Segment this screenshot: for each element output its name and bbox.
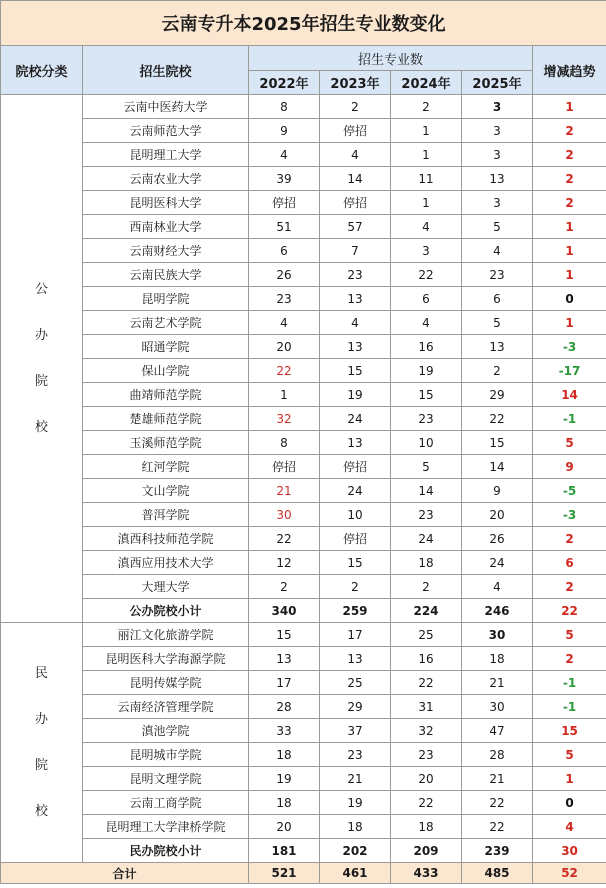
school-name: 保山学院 [83, 359, 249, 383]
count-cell: 11 [391, 167, 462, 191]
count-cell: 2 [320, 575, 391, 599]
table-row [1, 671, 606, 695]
category-label: 公办院校 [34, 281, 48, 435]
total-cell: 521 [249, 863, 320, 884]
trend-cell: 1 [533, 767, 606, 791]
trend-cell: 2 [533, 527, 606, 551]
count-cell: 4 [249, 143, 320, 167]
count-cell: 22 [391, 671, 462, 695]
school-name: 昆明城市学院 [83, 743, 249, 767]
count-cell: 2 [320, 95, 391, 119]
count-cell: 20 [462, 503, 533, 527]
count-cell: 28 [462, 743, 533, 767]
count-cell: 24 [320, 479, 391, 503]
school-name: 云南经济管理学院 [83, 695, 249, 719]
count-cell: 25 [391, 623, 462, 647]
count-cell: 2 [249, 575, 320, 599]
count-cell: 19 [391, 359, 462, 383]
trend-cell: -1 [533, 407, 606, 431]
count-cell: 14 [462, 455, 533, 479]
trend-cell: 1 [533, 263, 606, 287]
school-name: 西南林业大学 [83, 215, 249, 239]
school-name: 昆明医科大学海源学院 [83, 647, 249, 671]
count-cell: 30 [249, 503, 320, 527]
count-cell: 6 [249, 239, 320, 263]
school-name: 云南艺术学院 [83, 311, 249, 335]
count-cell: 32 [391, 719, 462, 743]
count-cell: 17 [249, 671, 320, 695]
count-cell: 15 [249, 623, 320, 647]
school-name: 滇池学院 [83, 719, 249, 743]
count-cell: 31 [391, 695, 462, 719]
trend-cell: -5 [533, 479, 606, 503]
table-row [1, 287, 606, 311]
table-row [1, 95, 606, 119]
table-row [1, 647, 606, 671]
trend-cell: -3 [533, 503, 606, 527]
count-cell: 4 [249, 311, 320, 335]
count-cell: 14 [320, 167, 391, 191]
table-row [1, 551, 606, 575]
count-cell: 26 [462, 527, 533, 551]
header-year-2023: 2023年 [320, 71, 391, 95]
count-cell: 24 [462, 551, 533, 575]
count-cell: 19 [249, 767, 320, 791]
count-cell: 2 [462, 359, 533, 383]
count-cell: 20 [391, 767, 462, 791]
count-cell: 18 [391, 815, 462, 839]
count-cell: 18 [249, 791, 320, 815]
trend-cell: 2 [533, 167, 606, 191]
count-cell: 4 [462, 239, 533, 263]
school-name: 丽江文化旅游学院 [83, 623, 249, 647]
count-cell: 17 [320, 623, 391, 647]
table-row [1, 623, 606, 647]
count-cell: 7 [320, 239, 391, 263]
count-cell: 13 [320, 647, 391, 671]
count-cell: 20 [249, 815, 320, 839]
count-cell: 32 [249, 407, 320, 431]
trend-cell: 2 [533, 575, 606, 599]
subtotal-cell: 340 [249, 599, 320, 623]
header-group: 招生专业数 [249, 46, 533, 71]
count-cell: 停招 [320, 119, 391, 143]
table-row [1, 311, 606, 335]
school-name: 云南师范大学 [83, 119, 249, 143]
category-cell [1, 95, 83, 623]
count-cell: 22 [462, 407, 533, 431]
count-cell: 2 [391, 95, 462, 119]
count-cell: 30 [462, 695, 533, 719]
count-cell: 15 [462, 431, 533, 455]
table-row [1, 479, 606, 503]
count-cell: 6 [391, 287, 462, 311]
trend-cell: 2 [533, 191, 606, 215]
school-name: 滇西应用技术大学 [83, 551, 249, 575]
count-cell: 2 [391, 575, 462, 599]
total-label: 合计 [1, 863, 249, 884]
trend-cell: 0 [533, 287, 606, 311]
count-cell: 15 [320, 359, 391, 383]
table-row [1, 263, 606, 287]
count-cell: 29 [320, 695, 391, 719]
count-cell: 8 [249, 95, 320, 119]
header-year-2024: 2024年 [391, 71, 462, 95]
count-cell: 12 [249, 551, 320, 575]
table-row [1, 503, 606, 527]
total-cell: 461 [320, 863, 391, 884]
page-title: 云南专升本2025年招生专业数变化 [1, 1, 606, 46]
count-cell: 4 [462, 575, 533, 599]
table-row [1, 815, 606, 839]
trend-cell: 2 [533, 143, 606, 167]
count-cell: 23 [391, 503, 462, 527]
trend-cell: -1 [533, 671, 606, 695]
table-row [1, 791, 606, 815]
count-cell: 15 [320, 551, 391, 575]
school-name: 云南中医药大学 [83, 95, 249, 119]
school-name: 红河学院 [83, 455, 249, 479]
school-name: 滇西科技师范学院 [83, 527, 249, 551]
trend-cell: 5 [533, 623, 606, 647]
total-cell: 433 [391, 863, 462, 884]
count-cell: 停招 [320, 191, 391, 215]
table-row [1, 167, 606, 191]
table-row [1, 719, 606, 743]
trend-cell: 9 [533, 455, 606, 479]
trend-cell: 4 [533, 815, 606, 839]
trend-cell: 6 [533, 551, 606, 575]
school-name: 曲靖师范学院 [83, 383, 249, 407]
count-cell: 13 [462, 335, 533, 359]
count-cell: 26 [249, 263, 320, 287]
count-cell: 19 [320, 383, 391, 407]
school-name: 云南工商学院 [83, 791, 249, 815]
count-cell: 22 [462, 815, 533, 839]
table-row [1, 191, 606, 215]
table-row [1, 767, 606, 791]
subtotal-cell: 239 [462, 839, 533, 863]
school-name: 昆明医科大学 [83, 191, 249, 215]
count-cell: 21 [462, 767, 533, 791]
subtotal-cell: 202 [320, 839, 391, 863]
table-row [1, 215, 606, 239]
count-cell: 22 [391, 263, 462, 287]
count-cell: 4 [391, 311, 462, 335]
count-cell: 30 [462, 623, 533, 647]
count-cell: 5 [391, 455, 462, 479]
count-cell: 21 [320, 767, 391, 791]
school-name: 大理大学 [83, 575, 249, 599]
count-cell: 1 [249, 383, 320, 407]
count-cell: 18 [391, 551, 462, 575]
count-cell: 5 [462, 215, 533, 239]
header-year-2025: 2025年 [462, 71, 533, 95]
total-cell: 485 [462, 863, 533, 884]
count-cell: 22 [249, 527, 320, 551]
count-cell: 6 [462, 287, 533, 311]
school-name: 文山学院 [83, 479, 249, 503]
header-school: 招生院校 [83, 46, 249, 95]
trend-cell: 15 [533, 719, 606, 743]
count-cell: 停招 [320, 455, 391, 479]
count-cell: 1 [391, 143, 462, 167]
subtotal-cell: 224 [391, 599, 462, 623]
count-cell: 13 [320, 287, 391, 311]
table-row [1, 119, 606, 143]
trend-cell: 1 [533, 95, 606, 119]
count-cell: 22 [462, 791, 533, 815]
count-cell: 5 [462, 311, 533, 335]
school-name: 云南农业大学 [83, 167, 249, 191]
total-trend: 52 [533, 863, 606, 884]
count-cell: 20 [249, 335, 320, 359]
subtotal-row [1, 839, 606, 863]
count-cell: 23 [462, 263, 533, 287]
count-cell: 10 [391, 431, 462, 455]
count-cell: 14 [391, 479, 462, 503]
count-cell: 23 [249, 287, 320, 311]
count-cell: 3 [462, 119, 533, 143]
count-cell: 24 [391, 527, 462, 551]
count-cell: 21 [249, 479, 320, 503]
count-cell: 1 [391, 191, 462, 215]
trend-cell: -3 [533, 335, 606, 359]
header-category: 院校分类 [1, 46, 83, 95]
count-cell: 9 [462, 479, 533, 503]
table-row [1, 527, 606, 551]
count-cell: 18 [249, 743, 320, 767]
header-year-2022: 2022年 [249, 71, 320, 95]
school-name: 普洱学院 [83, 503, 249, 527]
count-cell: 28 [249, 695, 320, 719]
trend-cell: 5 [533, 743, 606, 767]
count-cell: 33 [249, 719, 320, 743]
count-cell: 24 [320, 407, 391, 431]
count-cell: 4 [320, 311, 391, 335]
count-cell: 47 [462, 719, 533, 743]
table-row [1, 407, 606, 431]
count-cell: 16 [391, 647, 462, 671]
count-cell: 29 [462, 383, 533, 407]
trend-cell: -17 [533, 359, 606, 383]
count-cell: 3 [462, 95, 533, 119]
trend-cell: 14 [533, 383, 606, 407]
trend-cell: 5 [533, 431, 606, 455]
subtotal-cell: 209 [391, 839, 462, 863]
school-name: 云南民族大学 [83, 263, 249, 287]
count-cell: 4 [320, 143, 391, 167]
count-cell: 停招 [320, 527, 391, 551]
count-cell: 57 [320, 215, 391, 239]
count-cell: 13 [249, 647, 320, 671]
school-name: 昭通学院 [83, 335, 249, 359]
count-cell: 16 [391, 335, 462, 359]
school-name: 云南财经大学 [83, 239, 249, 263]
count-cell: 8 [249, 431, 320, 455]
subtotal-cell: 259 [320, 599, 391, 623]
table-row [1, 695, 606, 719]
count-cell: 22 [249, 359, 320, 383]
count-cell: 3 [462, 143, 533, 167]
count-cell: 37 [320, 719, 391, 743]
total-row [1, 863, 606, 884]
count-cell: 1 [391, 119, 462, 143]
trend-cell: -1 [533, 695, 606, 719]
count-cell: 19 [320, 791, 391, 815]
school-name: 昆明学院 [83, 287, 249, 311]
count-cell: 9 [249, 119, 320, 143]
count-cell: 13 [462, 167, 533, 191]
count-cell: 13 [320, 335, 391, 359]
subtotal-cell: 181 [249, 839, 320, 863]
trend-cell: 1 [533, 215, 606, 239]
table-row [1, 383, 606, 407]
school-name: 昆明文理学院 [83, 767, 249, 791]
trend-cell: 1 [533, 311, 606, 335]
header-trend: 增减趋势 [533, 46, 606, 95]
subtotal-label: 民办院校小计 [83, 839, 249, 863]
table-row [1, 335, 606, 359]
table-row [1, 359, 606, 383]
count-cell: 21 [462, 671, 533, 695]
count-cell: 23 [320, 263, 391, 287]
count-cell: 3 [462, 191, 533, 215]
table-row [1, 431, 606, 455]
count-cell: 4 [391, 215, 462, 239]
category-label: 民办院校 [34, 665, 48, 819]
table-row [1, 743, 606, 767]
school-name: 昆明理工大学 [83, 143, 249, 167]
trend-cell: 2 [533, 119, 606, 143]
count-cell: 22 [391, 791, 462, 815]
school-name: 楚雄师范学院 [83, 407, 249, 431]
school-name: 玉溪师范学院 [83, 431, 249, 455]
count-cell: 3 [391, 239, 462, 263]
school-name: 昆明理工大学津桥学院 [83, 815, 249, 839]
table-row [1, 239, 606, 263]
count-cell: 18 [320, 815, 391, 839]
count-cell: 51 [249, 215, 320, 239]
count-cell: 停招 [249, 455, 320, 479]
school-name: 昆明传媒学院 [83, 671, 249, 695]
count-cell: 15 [391, 383, 462, 407]
table-row [1, 455, 606, 479]
trend-cell: 0 [533, 791, 606, 815]
count-cell: 25 [320, 671, 391, 695]
count-cell: 23 [320, 743, 391, 767]
category-cell [1, 623, 83, 863]
subtotal-cell: 246 [462, 599, 533, 623]
subtotal-label: 公办院校小计 [83, 599, 249, 623]
count-cell: 13 [320, 431, 391, 455]
table-row [1, 575, 606, 599]
subtotal-row [1, 599, 606, 623]
count-cell: 10 [320, 503, 391, 527]
count-cell: 23 [391, 743, 462, 767]
count-cell: 23 [391, 407, 462, 431]
subtotal-trend: 22 [533, 599, 606, 623]
count-cell: 18 [462, 647, 533, 671]
subtotal-trend: 30 [533, 839, 606, 863]
trend-cell: 1 [533, 239, 606, 263]
table-row [1, 143, 606, 167]
count-cell: 39 [249, 167, 320, 191]
count-cell: 停招 [249, 191, 320, 215]
trend-cell: 2 [533, 647, 606, 671]
